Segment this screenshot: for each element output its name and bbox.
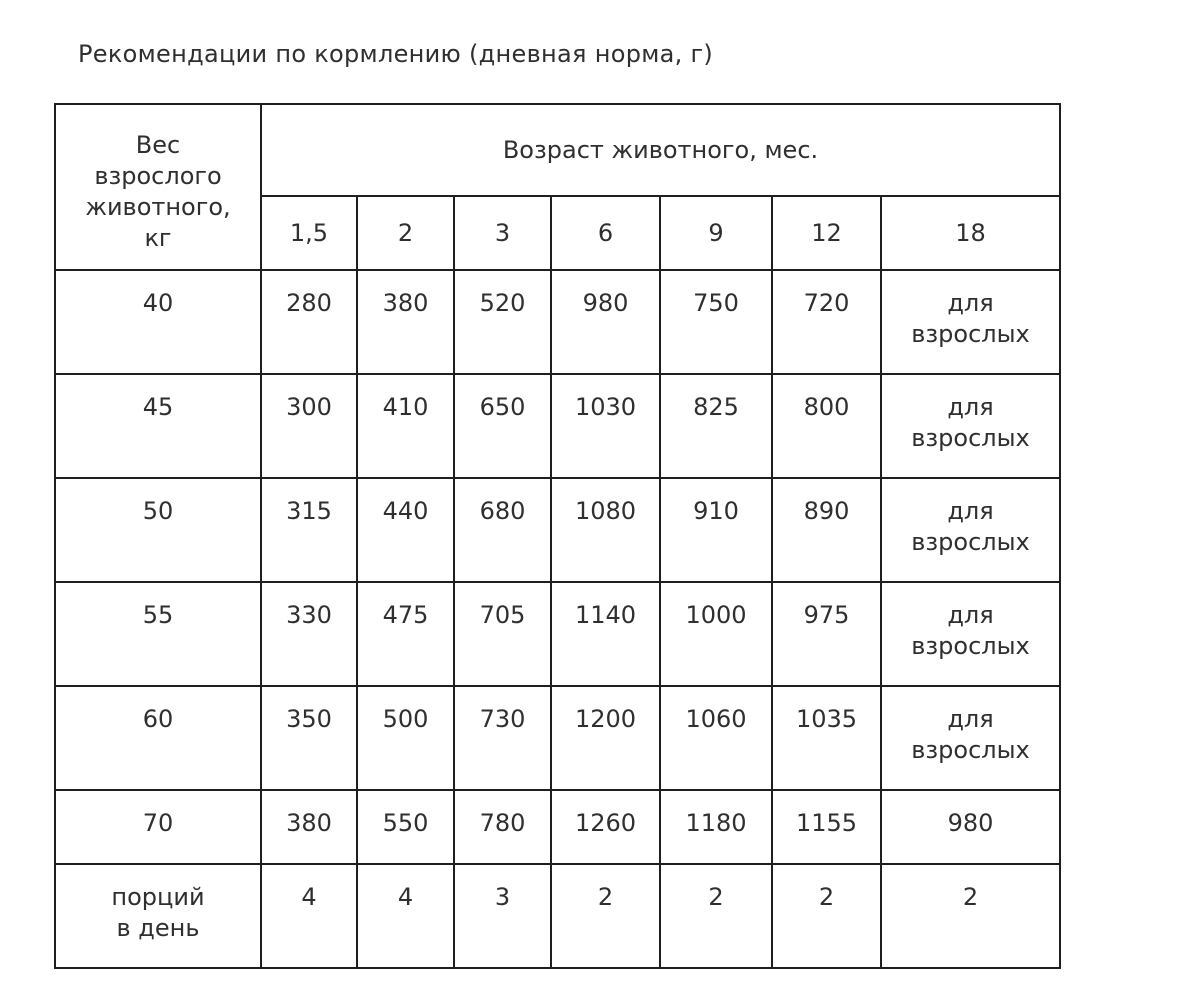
value-cell: 500 — [357, 686, 454, 790]
value-cell: 975 — [772, 582, 881, 686]
value-cell: 1180 — [660, 790, 772, 864]
value-cell: 650 — [454, 374, 551, 478]
value-cell: 730 — [454, 686, 551, 790]
age-column-header: Возраст животного, мес. — [261, 104, 1060, 196]
value-cell: 680 — [454, 478, 551, 582]
value-cell: 350 — [261, 686, 357, 790]
age-header-cell: 12 — [772, 196, 881, 270]
value-cell: 1260 — [551, 790, 660, 864]
value-cell: 750 — [660, 270, 772, 374]
value-cell: для взрослых — [881, 582, 1060, 686]
value-cell: 1080 — [551, 478, 660, 582]
weight-cell: 55 — [55, 582, 261, 686]
table-row — [55, 270, 1060, 374]
value-cell: для взрослых — [881, 478, 1060, 582]
value-cell: 1140 — [551, 582, 660, 686]
value-cell: 2 — [772, 864, 881, 968]
value-cell: 980 — [551, 270, 660, 374]
value-cell: 280 — [261, 270, 357, 374]
value-cell: для взрослых — [881, 374, 1060, 478]
value-cell: 4 — [357, 864, 454, 968]
value-cell: 2 — [881, 864, 1060, 968]
value-cell: для взрослых — [881, 686, 1060, 790]
weight-cell: 40 — [55, 270, 261, 374]
value-cell: 910 — [660, 478, 772, 582]
value-cell: 410 — [357, 374, 454, 478]
value-cell: 720 — [772, 270, 881, 374]
value-cell: 1000 — [660, 582, 772, 686]
value-cell: 2 — [660, 864, 772, 968]
table-row — [55, 686, 1060, 790]
weight-column-header-text: Вес взрослого животного, кг — [85, 131, 231, 252]
value-cell: 980 — [881, 790, 1060, 864]
table-row — [55, 582, 1060, 686]
table-row — [55, 864, 1060, 968]
weight-column-header — [55, 104, 261, 270]
value-cell: 1155 — [772, 790, 881, 864]
value-cell: 330 — [261, 582, 357, 686]
feeding-table — [54, 103, 1061, 969]
age-header-cell: 1,5 — [261, 196, 357, 270]
value-cell: 4 — [261, 864, 357, 968]
value-cell: 1060 — [660, 686, 772, 790]
value-cell: 1200 — [551, 686, 660, 790]
weight-cell: 45 — [55, 374, 261, 478]
value-cell: для взрослых — [881, 270, 1060, 374]
weight-cell: 60 — [55, 686, 261, 790]
value-cell: 3 — [454, 864, 551, 968]
value-cell: 380 — [261, 790, 357, 864]
age-header-cell: 9 — [660, 196, 772, 270]
table-title: Рекомендации по кормлению (дневная норма, г) — [78, 40, 714, 68]
value-cell: 800 — [772, 374, 881, 478]
value-cell: 520 — [454, 270, 551, 374]
value-cell: 440 — [357, 478, 454, 582]
table-row — [55, 374, 1060, 478]
weight-cell: 70 — [55, 790, 261, 864]
age-header-cell: 3 — [454, 196, 551, 270]
value-cell: 825 — [660, 374, 772, 478]
age-header-cell: 6 — [551, 196, 660, 270]
weight-cell: порций в день — [55, 864, 261, 968]
value-cell: 475 — [357, 582, 454, 686]
table-row — [55, 790, 1060, 864]
table-row — [55, 478, 1060, 582]
value-cell: 890 — [772, 478, 881, 582]
value-cell: 2 — [551, 864, 660, 968]
value-cell: 315 — [261, 478, 357, 582]
value-cell: 550 — [357, 790, 454, 864]
age-header-cell: 2 — [357, 196, 454, 270]
value-cell: 380 — [357, 270, 454, 374]
age-header-cell: 18 — [881, 196, 1060, 270]
value-cell: 780 — [454, 790, 551, 864]
value-cell: 1030 — [551, 374, 660, 478]
value-cell: 1035 — [772, 686, 881, 790]
value-cell: 705 — [454, 582, 551, 686]
value-cell: 300 — [261, 374, 357, 478]
weight-cell: 50 — [55, 478, 261, 582]
